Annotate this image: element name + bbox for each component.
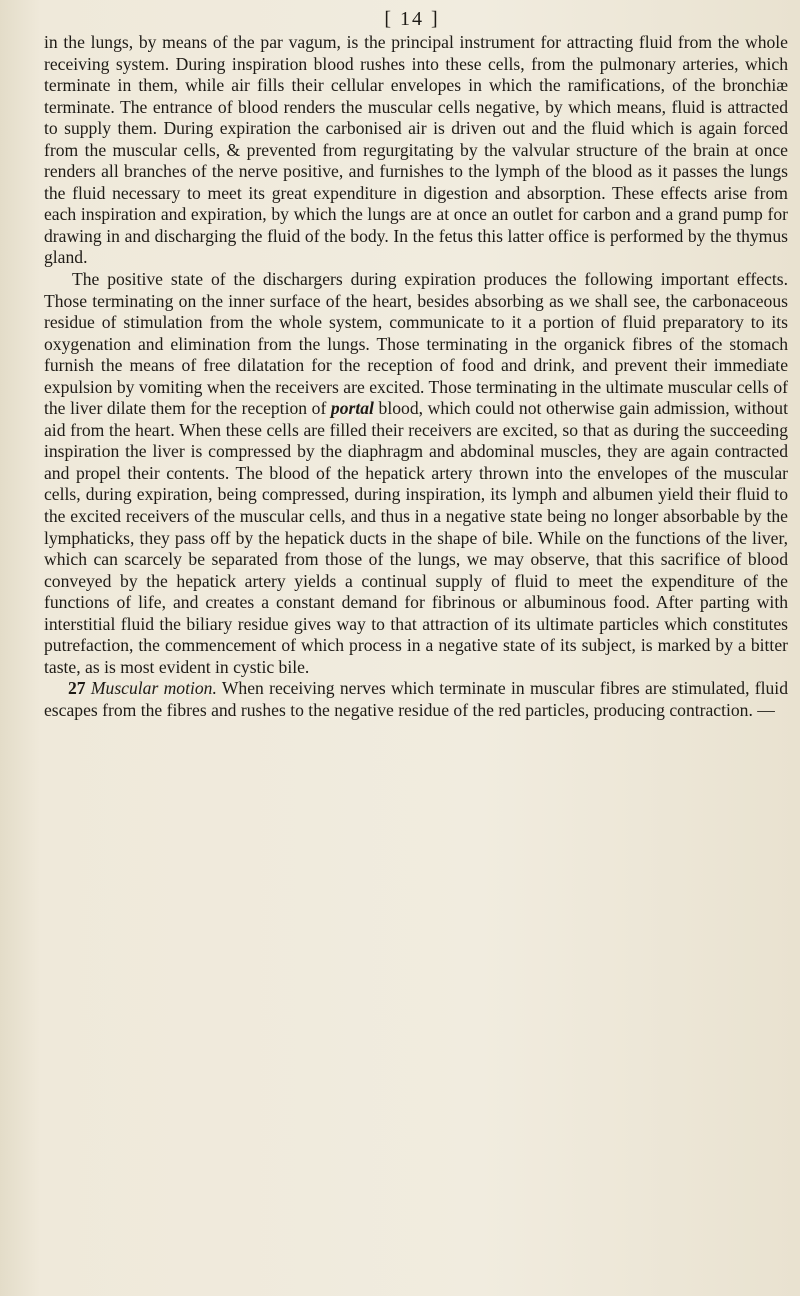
paragraph-muscular-motion <box>44 678 788 721</box>
paragraph-lungs-pump: in the lungs, by means of the par vagum, is the principal instrument for attracting fluid from the whole receiving system. During inspiration blood rushes into these cells, from the pulmonary arteries, which terminate in them, while air fills their cellular envelopes in which the ramifications, of the bronchiæ terminate. The entrance of blood renders the muscular cells negative, by which means, fluid is attracted to supply them. During expiration the carbonised air is driven out and the fluid which is again forced from the muscular cells, & prevented from regurgitating by the valvular structure of the brain at once renders all branches of the nerve positive, and furnishes to the lymph of the blood as it passes the lungs the fluid necessary to meet its great expenditure in digestion and absorption. These effects arise from each inspiration and expiration, by which the lungs are at once an outlet for carbon and a grand pump for drawing in and discharging the fluid of the body. In the fetus this latter office is performed by the thymus gland. <box>44 32 788 268</box>
section-title: Muscular motion. <box>90 678 217 699</box>
paragraph-text-before: The positive state of the dischargers during expiration produces the following important effects. Those terminating on the inner surface of the heart, besides absorbing as we shall see, the carbonaceous residue of stimulation from the whole system, communicate to it a portion of fluid preparatory to its oxygenation and elimination from the lungs. Those terminating in the organick fibres of the stomach furnish the means of free dilatation for the reception of food and drink, and prevent their immediate expulsion by vomiting when the receivers are excited. Those terminating in the ultimate muscular cells of the liver dilate them for the reception of <box>44 269 788 419</box>
paragraph-dischargers <box>44 269 788 678</box>
page-number: [ 14 ] <box>384 8 440 30</box>
section-number: 27 <box>68 678 86 699</box>
paragraph-text-after: blood, which could not otherwise gain admission, without aid from the heart. When these cells are filled their receivers are excited, so that as during the succeeding inspiration the liver is compressed by the diaphragm and abdominal muscles, they are again contracted and propel their contents. The blood of the hepatick artery thrown into the envelopes of the muscular cells, during expiration, being compressed, during inspiration, its lymph and albumen yield their fluid to the excited receivers of the muscular cells, and thus in a negative state being no longer absorbable by the lymphaticks, they pass off by the hepatick ducts in the shape of bile. While on the functions of the liver, which can scarcely be separated from those of the lungs, we may observe, that this sacrifice of blood conveyed by the hepatick artery yields a continual supply of fluid to meet the expenditure of the functions of life, and creates a constant demand for fibrinous or albuminous food. After parting with interstitial fluid the biliary residue gives way to that attraction of its ultimate particles which constitutes putrefaction, the commencement of which process in a negative state of its subject, is marked by a bitter taste, as is most evident in cystic bile. <box>44 398 788 677</box>
section-text: When receiving nerves which terminate in muscular fibres are stimulated, fluid escapes from the fibres and rushes to the negative residue of the red particles, producing contraction. — <box>44 678 788 720</box>
body-text <box>44 32 788 722</box>
italic-term: portal <box>330 398 374 419</box>
